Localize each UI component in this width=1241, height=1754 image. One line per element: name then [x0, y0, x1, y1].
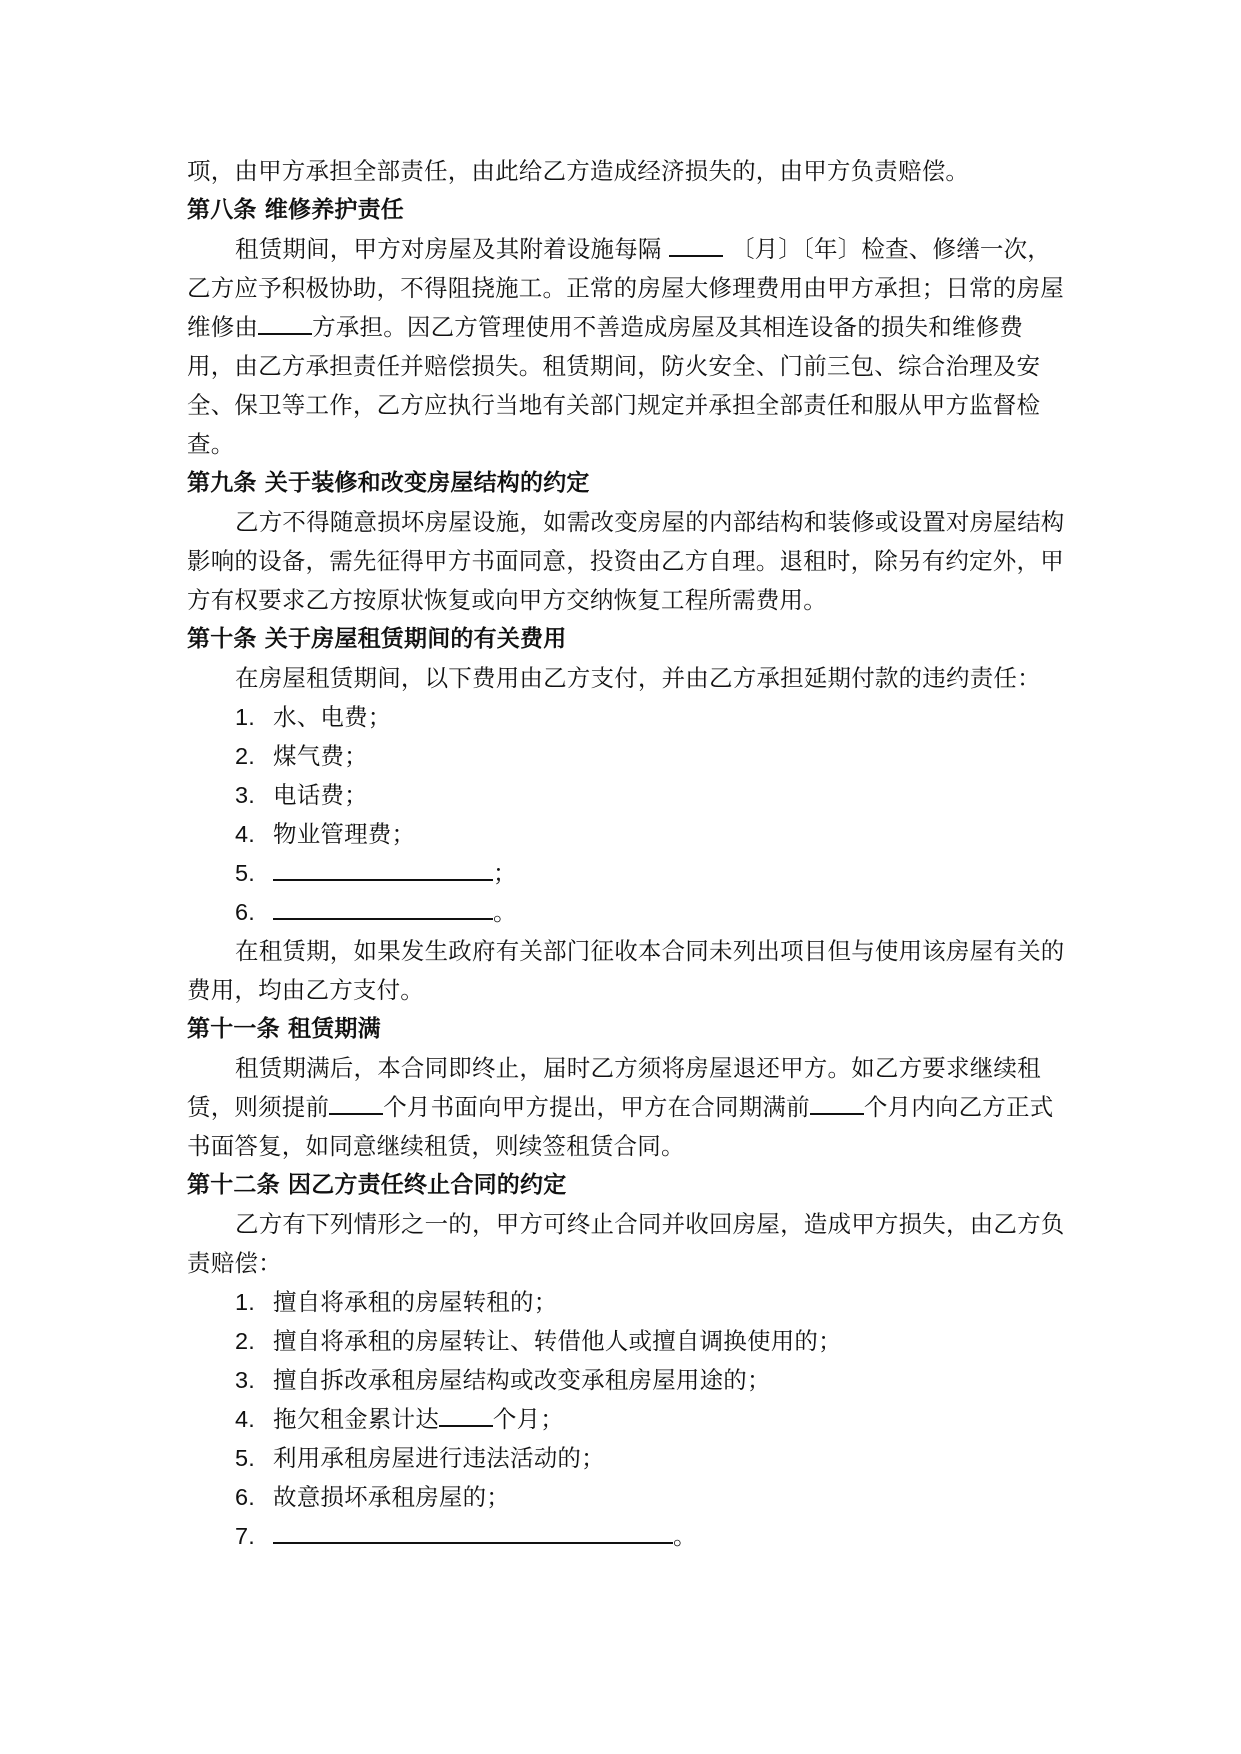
- list-text: 擅自将承租的房屋转让、转借他人或擅自调换使用的；: [273, 1327, 842, 1355]
- list-item: [187, 1322, 1067, 1361]
- list-text: 故意损坏承租房屋的；: [273, 1483, 510, 1511]
- heading-article-8: 第八条 维修养护责任: [187, 197, 405, 223]
- list-number: 4.: [235, 1406, 255, 1432]
- list-item: [187, 1478, 1067, 1517]
- list-number: 2.: [235, 743, 255, 769]
- fill-blank[interactable]: [669, 233, 723, 257]
- paragraph-article-8: [187, 230, 1067, 464]
- heading-article-10: 第十条 关于房屋租赁期间的有关费用: [187, 626, 567, 652]
- paragraph-article-11: [187, 1049, 1067, 1166]
- list-number: 2.: [235, 1328, 255, 1354]
- list-text: 拖欠租金累计达: [273, 1405, 439, 1433]
- list-text: ；: [493, 859, 517, 887]
- list-text: 擅自将承租的房屋转租的；: [273, 1288, 558, 1316]
- list-item: [187, 1439, 1067, 1478]
- heading-article-11: 第十一条 租赁期满: [187, 1016, 381, 1042]
- list-number: 7.: [235, 1523, 255, 1549]
- list-text: 擅自拆改承租房屋结构或改变承租房屋用途的；: [273, 1366, 771, 1394]
- text-segment: 方承担。因乙方管理使用不善造成房屋及其相连设备的损失和维修费用，由乙方承担责任并赔偿损失。租赁期间，防火安全、门前三包、综合治理及安全、保卫等工作，乙方应执行当地有关部门规定并承担全部责任和服从甲方监督检查。: [187, 313, 1041, 458]
- list-number: 1.: [235, 704, 255, 730]
- text-segment: 租赁期满后，本合同即终止，届时乙方须将房屋退还甲方。如乙方要求继续租赁，则须提前: [187, 1054, 1041, 1121]
- list-item: [187, 815, 1067, 854]
- list-number: 3.: [235, 782, 255, 808]
- paragraph-article-10-extra: 在租赁期，如果发生政府有关部门征收本合同未列出项目但与使用该房屋有关的费用，均由乙方支付。: [187, 937, 1065, 1004]
- paragraph-continuation: 项，由甲方承担全部责任，由此给乙方造成经济损失的，由甲方负责赔偿。: [187, 157, 970, 185]
- list-number: 4.: [235, 821, 255, 847]
- list-number: 1.: [235, 1289, 255, 1315]
- fill-blank[interactable]: [329, 1091, 383, 1115]
- list-text: 。: [673, 1522, 697, 1550]
- fill-blank[interactable]: [273, 1520, 673, 1544]
- text-segment: 个月内向乙方正式书面答复，如同意继续租赁，则续签租赁合同。: [187, 1093, 1054, 1160]
- fill-blank[interactable]: [273, 896, 493, 920]
- list-number: 5.: [235, 860, 255, 886]
- paragraph-article-12: 乙方有下列情形之一的，甲方可终止合同并收回房屋，造成甲方损失，由乙方负责赔偿：: [187, 1210, 1065, 1277]
- list-item: [187, 854, 1067, 893]
- text-segment: 租赁期间，甲方对房屋及其附着设施每隔: [235, 235, 662, 263]
- list-item: [187, 893, 1067, 932]
- list-text: 个月；: [492, 1405, 565, 1433]
- heading-article-9: 第九条 关于装修和改变房屋结构的约定: [187, 470, 590, 496]
- fill-blank[interactable]: [258, 311, 312, 335]
- list-text: 煤气费；: [273, 742, 368, 770]
- text-segment: 个月书面向甲方提出，甲方在合同期满前: [383, 1093, 810, 1121]
- list-text: 。: [493, 898, 517, 926]
- list-number: 6.: [235, 899, 255, 925]
- text-segment: 〔月〕〔年〕检查、修缮一次，乙方应予积极协助，不得阻挠施工。正常的房屋大修理费用由甲方承担；日常的房屋维修由: [187, 235, 1064, 341]
- fill-blank[interactable]: [810, 1091, 864, 1115]
- list-text: 水、电费；: [273, 703, 392, 731]
- paragraph-article-9: 乙方不得随意损坏房屋设施，如需改变房屋的内部结构和装修或设置对房屋结构影响的设备，需先征得甲方书面同意，投资由乙方自理。退租时，除另有约定外，甲方有权要求乙方按原状恢复或向甲方交纳恢复工程所需费用。: [187, 508, 1065, 614]
- list-item: [187, 776, 1067, 815]
- fill-blank[interactable]: [439, 1403, 493, 1427]
- list-item: [187, 1361, 1067, 1400]
- list-text: 利用承租房屋进行违法活动的；: [273, 1444, 605, 1472]
- list-text: 电话费；: [273, 781, 368, 809]
- paragraph-article-10: 在房屋租赁期间，以下费用由乙方支付，并由乙方承担延期付款的违约责任：: [235, 664, 1041, 692]
- list-item: [187, 698, 1067, 737]
- heading-article-12: 第十二条 因乙方责任终止合同的约定: [187, 1172, 567, 1198]
- list-number: 6.: [235, 1484, 255, 1510]
- list-item: [187, 737, 1067, 776]
- list-text: 物业管理费；: [273, 820, 416, 848]
- list-item: [187, 1517, 1067, 1556]
- list-item: [187, 1400, 1067, 1439]
- list-item: [187, 1283, 1067, 1322]
- list-number: 3.: [235, 1367, 255, 1393]
- document-page: [187, 152, 1067, 1556]
- fill-blank[interactable]: [273, 857, 493, 881]
- list-number: 5.: [235, 1445, 255, 1471]
